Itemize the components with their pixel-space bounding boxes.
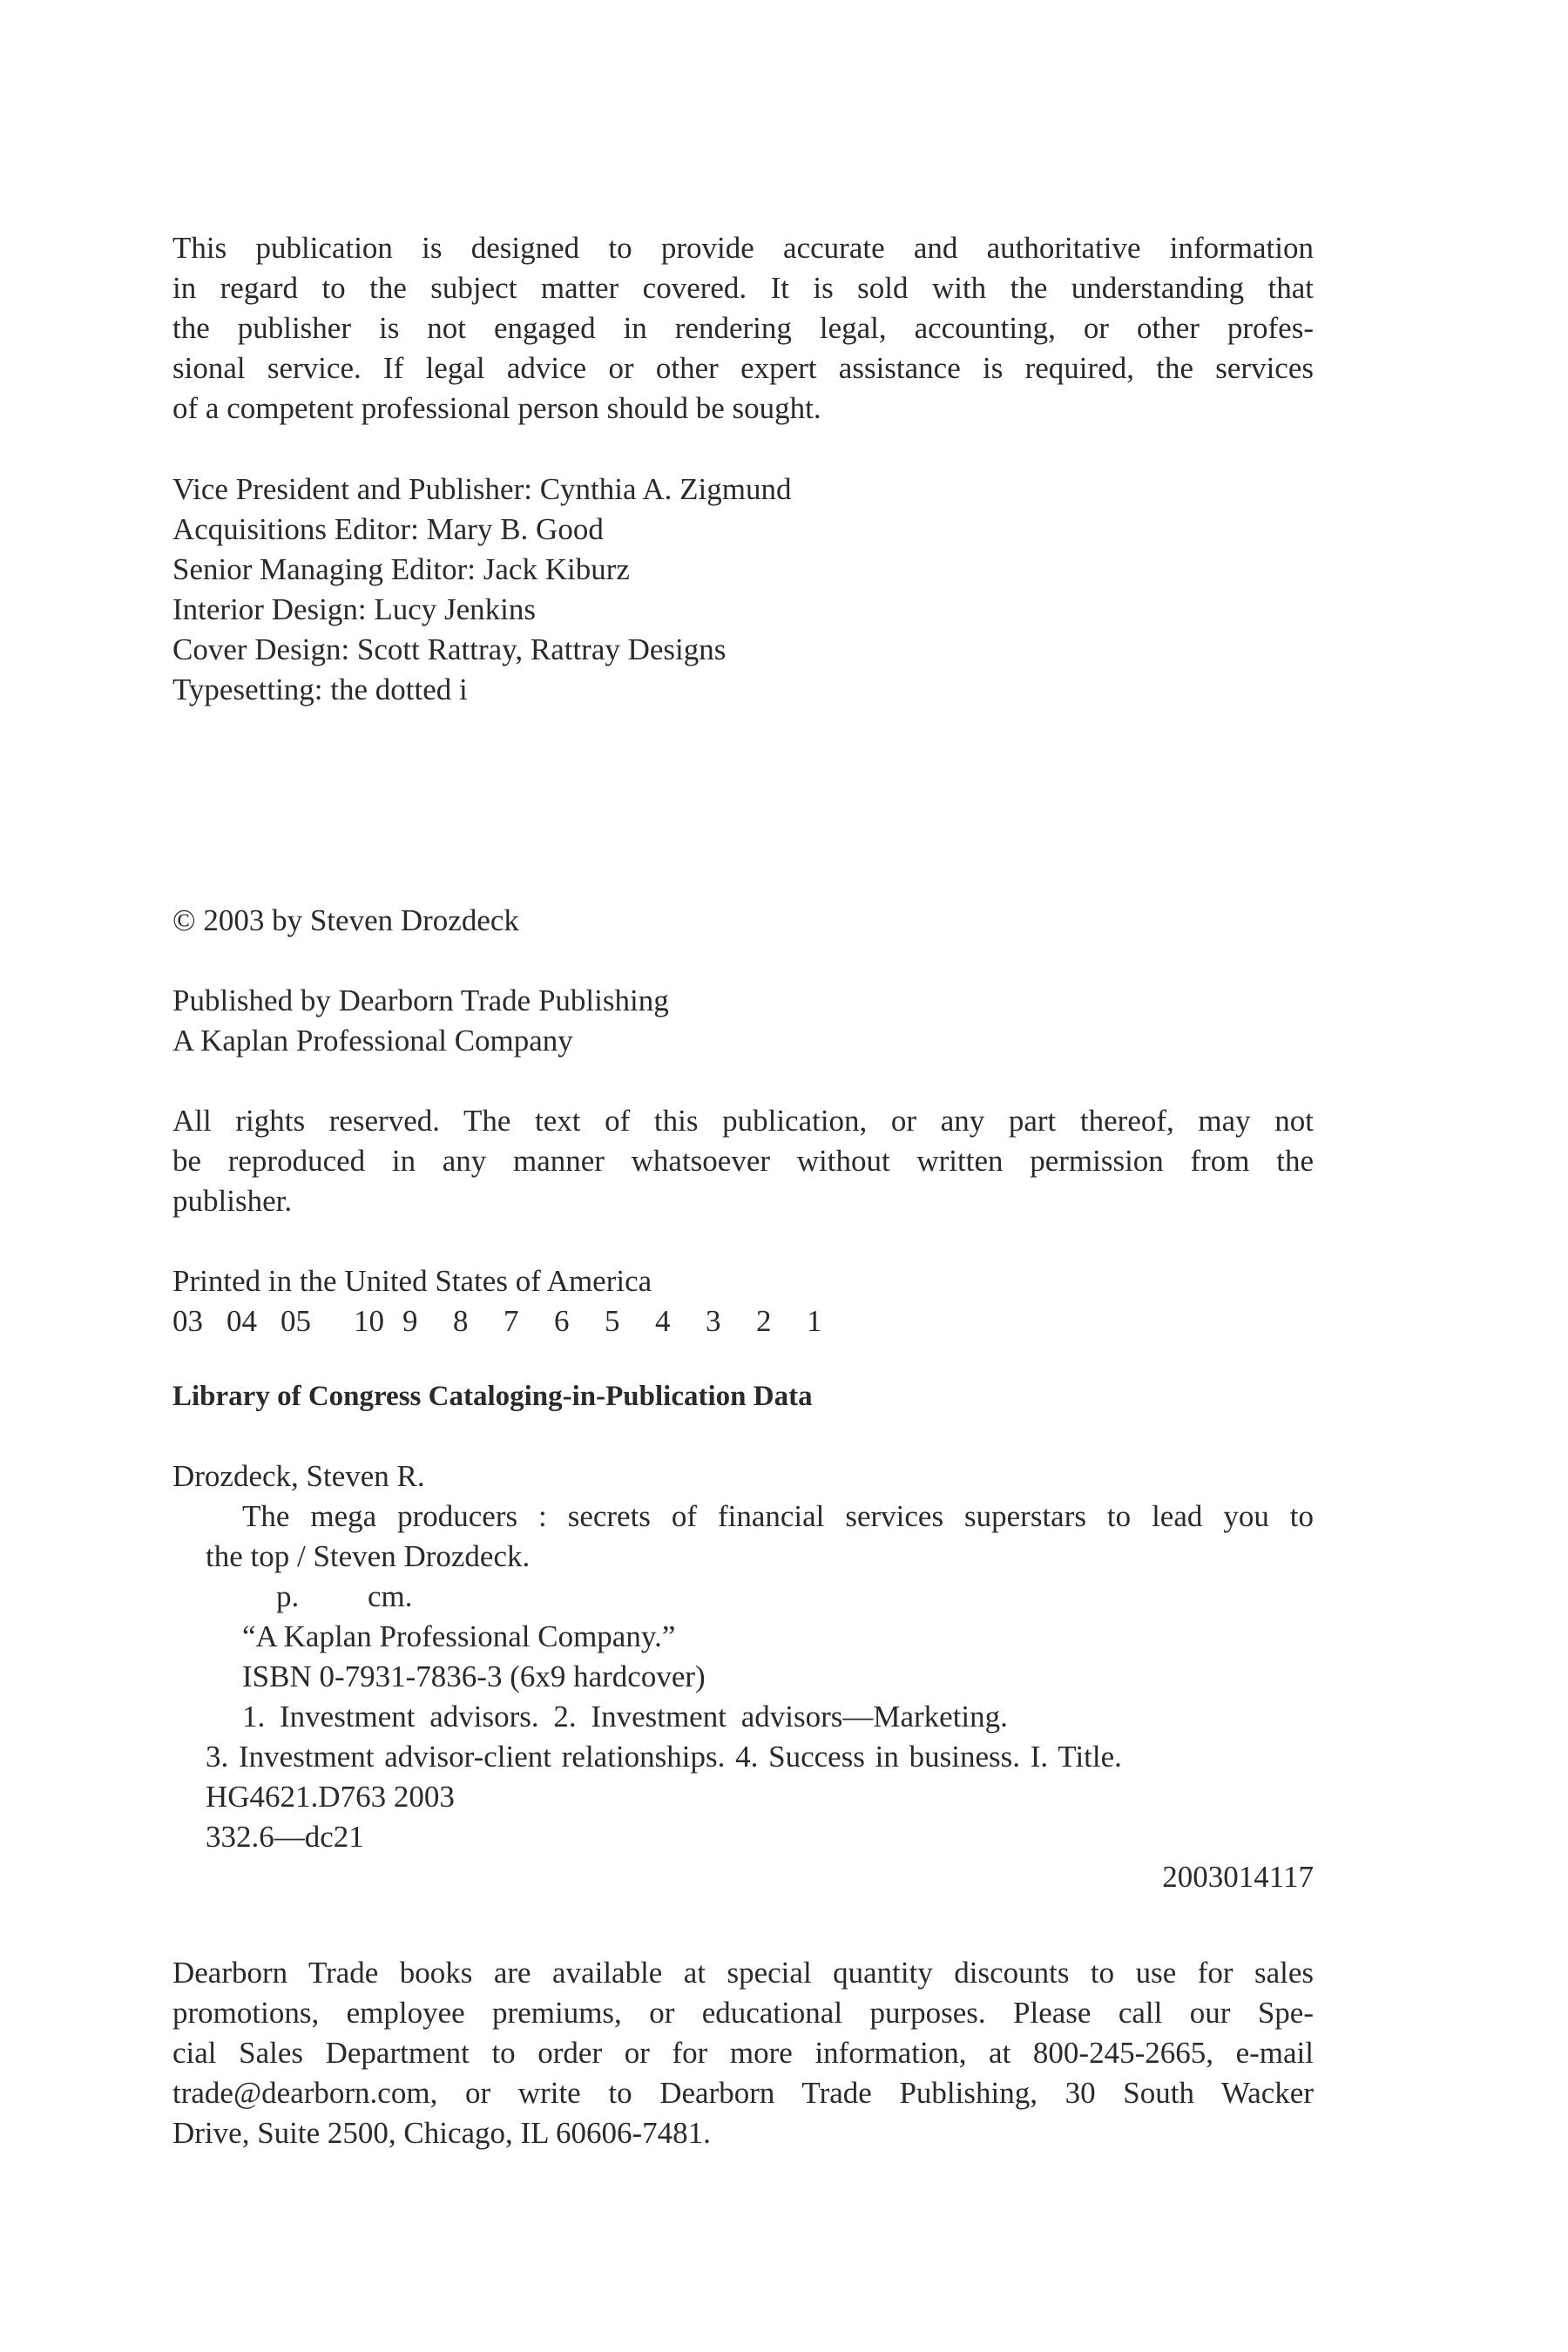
disclaimer-line: in regard to the subject matter covered. It is sold with the understanding that [172,271,1314,305]
cip-heading-block [172,1376,1314,1416]
publisher-company: A Kaplan Professional Company [172,1024,573,1058]
cip-pages: p. [276,1579,300,1613]
print-impression: 7 [504,1304,519,1338]
credit-line: Interior Design: Lucy Jenkins [172,592,536,626]
print-impression: 2 [756,1304,772,1338]
print-impression: 6 [554,1304,570,1338]
cip-title-line: The mega producers : secrets of financial services superstars to lead you to [242,1499,1314,1533]
sales-paragraph [172,1953,1314,2153]
rights-line: All rights reserved. The text of this publication, or any part thereof, may not [172,1104,1314,1138]
credits-list [172,470,1314,710]
credit-line: Senior Managing Editor: Jack Kiburz [172,552,630,586]
print-impression: 5 [605,1304,620,1338]
rights-line: be reproduced in any manner whatsoever without written permission from the [172,1144,1314,1178]
cip-dewey: 332.6—dc21 [206,1820,364,1854]
printed-in: Printed in the United States of America [172,1264,652,1298]
print-impression: 9 [402,1304,418,1338]
copyright-line: © 2003 by Steven Drozdeck [172,903,519,937]
cip-lccn: 2003014117 [1162,1860,1314,1894]
sales-line: Drive, Suite 2500, Chicago, IL 60606-7481. [172,2116,711,2150]
credit-line: Cover Design: Scott Rattray, Rattray Designs [172,632,727,666]
rights-line: publisher. [172,1184,293,1218]
print-impression: 8 [453,1304,469,1338]
disclaimer-line: the publisher is not engaged in rendering legal, accounting, or other profes- [172,311,1314,345]
cip-series-note: “A Kaplan Professional Company.” [242,1619,676,1653]
sales-line: trade@dearborn.com, or write to Dearborn Trade Publishing, 30 South Wacker [172,2076,1314,2110]
print-impression: 10 [354,1304,384,1338]
cip-title-line: the top / Steven Drozdeck. [206,1539,531,1573]
cip-isbn: ISBN 0-7931-7836-3 (6x9 hardcover) [242,1659,706,1693]
print-year: 04 [226,1304,257,1338]
cip-subjects: 1. Investment advisors. 2. Investment advisors—Marketing. [242,1700,1008,1734]
sales-line: promotions, employee premiums, or educational purposes. Please call our Spe- [172,1996,1314,2030]
print-impression: 3 [706,1304,721,1338]
credit-line: Typesetting: the dotted i [172,672,468,706]
cip-size: cm. [368,1579,413,1613]
print-impression: 4 [655,1304,671,1338]
print-year: 05 [280,1304,311,1338]
publisher-info [172,981,1314,1061]
print-year: 03 [172,1304,203,1338]
cip-lc-class: HG4621.D763 2003 [206,1780,455,1814]
credit-line: Vice President and Publisher: Cynthia A. Zigmund [172,472,792,506]
cip-author: Drozdeck, Steven R. [172,1459,425,1493]
cip-heading: Library of Congress Cataloging-in-Publication Data [172,1381,813,1412]
sales-line: Dearborn Trade books are available at special quantity discounts to use for sales [172,1956,1314,1990]
disclaimer-paragraph [172,228,1314,429]
credit-line: Acquisitions Editor: Mary B. Good [172,512,604,546]
cip-subjects: 3. Investment advisor-client relationships. 4. Success in business. I. Title. [206,1740,1122,1774]
disclaimer-line: sional service. If legal advice or other expert assistance is required, the services [172,351,1314,385]
disclaimer-line: of a competent professional person should be sought. [172,391,821,425]
cip-physical [172,1577,1314,1617]
sales-line: cial Sales Department to order or for more information, at 800-245-2665, e-mail [172,2036,1314,2070]
rights-paragraph [172,1101,1314,1221]
publisher-line: Published by Dearborn Trade Publishing [172,983,669,1017]
cip-record [172,1456,1314,1897]
printing-numbers [172,1301,1314,1342]
print-impression: 1 [807,1304,822,1338]
printing-info [172,1261,1314,1342]
disclaimer-line: This publication is designed to provide accurate and authoritative information [172,231,1314,265]
copyright-notice [172,901,1314,941]
